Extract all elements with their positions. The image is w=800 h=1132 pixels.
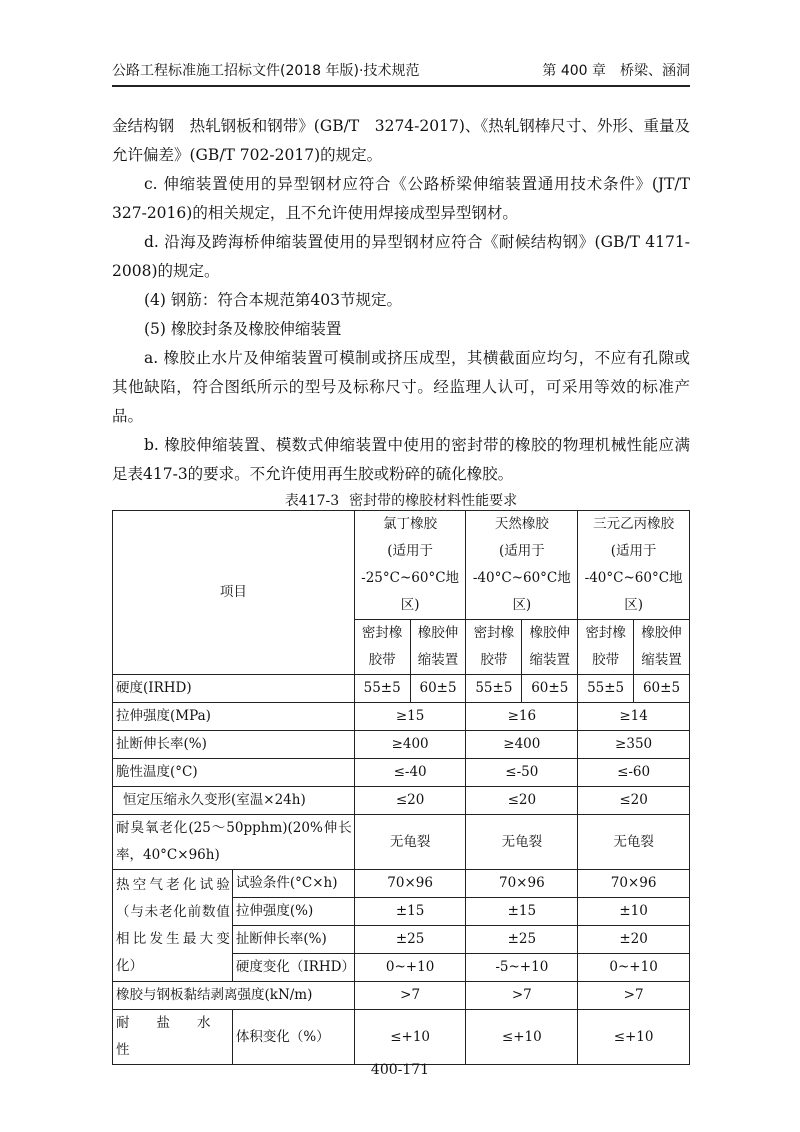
table-row (113, 1010, 690, 1065)
table-number: 表417-3 (284, 493, 340, 509)
table-cell: 0~+10 (578, 954, 690, 982)
table-cell: ≤20 (354, 787, 466, 815)
sub-header-seal-strip: 密封橡胶带 (354, 620, 410, 675)
paragraph: 金结构钢 热轧钢板和钢带》(GB/T 3274-2017)、《热轧钢棒尺寸、外形、重量及允许偏差》(GB/T 702-2017)的规定。 (112, 117, 690, 164)
sub-header-seal-strip: 密封橡胶带 (466, 620, 522, 675)
table-cell: ±25 (466, 926, 578, 954)
table-cell: ±10 (578, 898, 690, 926)
sub-header-seal-strip: 密封橡胶带 (578, 620, 634, 675)
paragraph: (4) 钢筋：符合本规范第403节规定。 (144, 291, 402, 309)
table-cell: ±20 (578, 926, 690, 954)
table-cell: ≤20 (466, 787, 578, 815)
body-text (112, 112, 690, 489)
sub-header-expansion-device: 橡胶伸缩装置 (522, 620, 578, 675)
header-document-title: 公路工程标准施工招标文件(2018 年版)·技术规范 (112, 63, 420, 79)
table-cell: ≤+10 (466, 1010, 578, 1065)
table-cell: 60±5 (634, 675, 690, 703)
table-row (113, 703, 690, 731)
table-cell: >7 (578, 982, 690, 1010)
table-cell: ≤20 (578, 787, 690, 815)
paragraph: c. 伸缩装置使用的异型钢材应符合《公路桥梁伸缩装置通用技术条件》(JT/T 327-2016)的相关规定，且不允许使用焊接成型异型钢材。 (112, 175, 690, 222)
table-cell: -5~+10 (466, 954, 578, 982)
table-row (113, 815, 690, 870)
row-label: 恒定压缩永久变形(室温×24h) (113, 787, 355, 815)
table-cell: ≤-40 (354, 759, 466, 787)
row-label: 硬度(IRHD) (113, 675, 355, 703)
table-cell: ±15 (466, 898, 578, 926)
paragraph: d. 沿海及跨海桥伸缩装置使用的异型钢材应符合《耐候结构钢》(GB/T 4171-2008)的规定。 (112, 233, 690, 280)
table-cell: 55±5 (466, 675, 522, 703)
table-cell: ≥400 (466, 731, 578, 759)
table-cell: ≥15 (354, 703, 466, 731)
table-cell: 55±5 (578, 675, 634, 703)
header-chapter: 第 400 章 桥梁、涵洞 (542, 63, 690, 79)
material-header: 三元乙丙橡胶 (适用于 -40°C~60°C地区) (578, 511, 690, 620)
paragraph: b. 橡胶伸缩装置、模数式伸缩装置中使用的密封带的橡胶的物理机械性能应满足表417-3的要求。不允许使用再生胶或粉碎的硫化橡胶。 (112, 436, 690, 483)
table-cell: 70×96 (578, 870, 690, 898)
table-cell: ≤-50 (466, 759, 578, 787)
table-cell: >7 (354, 982, 466, 1010)
table-cell: ≥400 (354, 731, 466, 759)
item-header: 项目 (113, 511, 355, 675)
table-cell: ≤+10 (578, 1010, 690, 1065)
paragraph: (5) 橡胶封条及橡胶伸缩装置 (144, 320, 342, 338)
material-header: 氯丁橡胶 (适用于 -25°C~60°C地区) (354, 511, 466, 620)
sub-header-expansion-device: 橡胶伸缩装置 (634, 620, 690, 675)
sub-header-expansion-device: 橡胶伸缩装置 (410, 620, 466, 675)
paragraph: a. 橡胶止水片及伸缩装置可模制或挤压成型，其横截面应均匀，不应有孔隙或其他缺陷，符合图纸所示的型号及标称尺寸。经监理人认可，可采用等效的标准产品。 (112, 349, 690, 425)
table-cell: 0~+10 (354, 954, 466, 982)
table-cell: >7 (466, 982, 578, 1010)
table-cell: ±25 (354, 926, 466, 954)
table-cell: 无龟裂 (578, 815, 690, 870)
table-row (113, 870, 690, 898)
table-cell: 无龟裂 (466, 815, 578, 870)
row-label: 脆性温度(°C) (113, 759, 355, 787)
row-sub-label: 体积变化（%） (232, 1010, 354, 1065)
table-title: 密封带的橡胶材料性能要求 (349, 493, 518, 509)
table-row (113, 982, 690, 1010)
table-cell: ≥16 (466, 703, 578, 731)
row-label: 耐臭氧老化(25～50pphm)(20%伸长率，40°C×96h) (113, 815, 355, 870)
table-header-row (113, 511, 690, 620)
table-cell: ≤+10 (354, 1010, 466, 1065)
table-cell: 无龟裂 (354, 815, 466, 870)
table-cell: 60±5 (410, 675, 466, 703)
row-label: 扯断伸长率(%) (113, 731, 355, 759)
table-cell: 70×96 (354, 870, 466, 898)
table-row (113, 731, 690, 759)
rubber-spec-table (112, 510, 690, 1065)
table-row (113, 675, 690, 703)
table-cell: ≤-60 (578, 759, 690, 787)
table-cell: ≥350 (578, 731, 690, 759)
running-header (112, 60, 690, 87)
table-row (113, 759, 690, 787)
table-caption (112, 490, 690, 510)
table-cell: 60±5 (522, 675, 578, 703)
row-label: 耐 盐 水 性 (113, 1010, 233, 1065)
table-cell: 55±5 (354, 675, 410, 703)
row-label: 硬度变化（IRHD） (232, 954, 354, 982)
row-label: 试验条件(°C×h) (232, 870, 354, 898)
table-row (113, 787, 690, 815)
row-group-label: 热空气老化试验（与未老化前数值相比发生最大变化） (113, 870, 233, 982)
row-label: 拉伸强度(%) (232, 898, 354, 926)
row-label: 拉伸强度(MPa) (113, 703, 355, 731)
table-cell: 70×96 (466, 870, 578, 898)
table-cell: ±15 (354, 898, 466, 926)
table-cell: ≥14 (578, 703, 690, 731)
page-number: 400-171 (370, 1062, 430, 1078)
material-header: 天然橡胶 (适用于 -40°C~60°C地区) (466, 511, 578, 620)
row-label: 橡胶与钢板黏结剥离强度(kN/m) (113, 982, 355, 1010)
row-label: 扯断伸长率(%) (232, 926, 354, 954)
